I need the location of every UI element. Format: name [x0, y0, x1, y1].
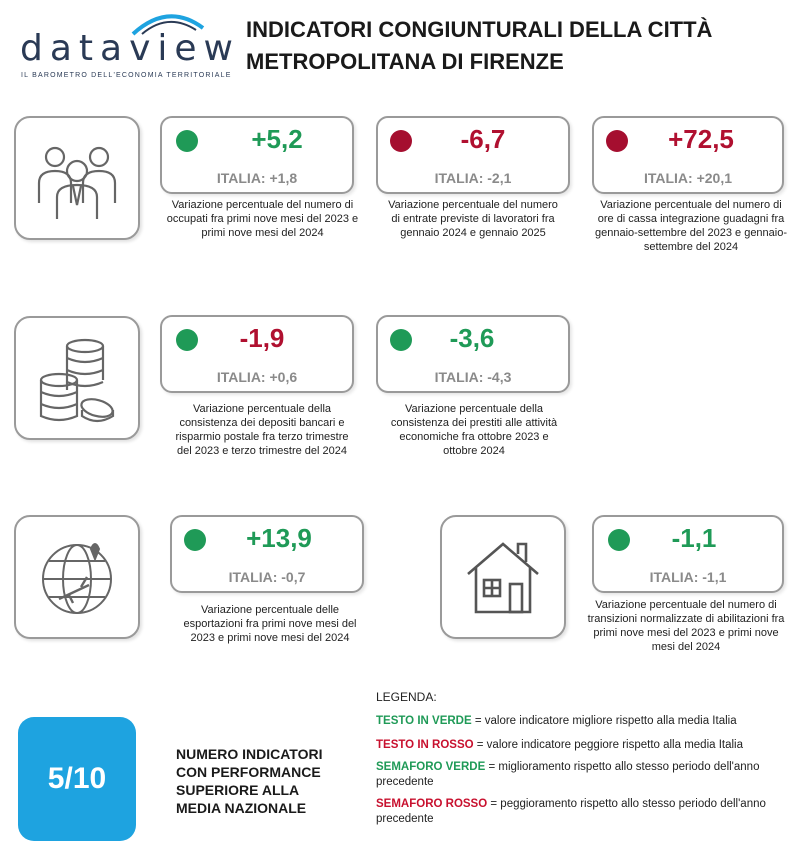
legend: [376, 690, 786, 827]
indicator-card-employment: [160, 116, 354, 194]
italia-value: ITALIA: -2,1: [434, 170, 512, 186]
indicator-description: Variazione percentuale del numero di entrate previste di lavoratori fra gennaio 2024 e gennaio 2025: [388, 199, 558, 239]
indicator-value: -6,7: [460, 124, 506, 154]
indicator-value: -1,9: [239, 323, 285, 353]
traffic-light-red-icon: [390, 130, 412, 152]
traffic-light-green-icon: [608, 529, 630, 551]
legend-key: TESTO IN VERDE: [376, 715, 472, 727]
italia-value: ITALIA: +0,6: [216, 369, 298, 385]
coins-icon: [29, 328, 125, 428]
logo: [18, 8, 240, 83]
legend-key: SEMAFORO ROSSO: [376, 798, 488, 810]
logo-name: dataview: [20, 28, 240, 69]
score-label: NUMERO INDICATORI CON PERFORMANCE SUPERIORE ALLA MEDIA NAZIONALE: [176, 746, 323, 816]
traffic-light-green-icon: [184, 529, 206, 551]
page-title-line2: METROPOLITANA DI FIRENZE: [246, 49, 564, 74]
indicator-card-exports: [170, 515, 364, 593]
indicator-value: +72,5: [668, 124, 734, 154]
legend-item: [376, 738, 786, 753]
logo-tagline: IL BAROMETRO DELL'ECONOMIA TERRITORIALE: [21, 72, 232, 79]
legend-key: TESTO IN ROSSO: [376, 739, 474, 751]
italia-value: ITALIA: -4,3: [434, 369, 512, 385]
italia-value: ITALIA: +20,1: [643, 170, 733, 186]
indicator-card-deposits: [160, 315, 354, 393]
indicator-description: Variazione percentuale della consistenza dei depositi bancari e risparmio postale fra terzo trimestre del 2023 e terzo trimestre del 2024: [175, 403, 349, 457]
indicator-description: Variazione percentuale della consistenza dei prestiti alle attività economiche fra ottobre 2023 e ottobre 2024: [390, 403, 558, 457]
indicator-card-loans: [376, 315, 570, 393]
legend-key: SEMAFORO VERDE: [376, 761, 486, 773]
indicator-description: Variazione percentuale del numero di occupati fra primi nove mesi del 2023 e primi nove mesi del 2024: [166, 199, 359, 239]
legend-text: = valore indicatore migliore rispetto alla media Italia: [471, 715, 737, 727]
legend-item: [376, 760, 786, 790]
page-title: [246, 14, 786, 78]
globe-plane-icon: [29, 529, 125, 625]
italia-value: ITALIA: -1,1: [649, 569, 727, 585]
indicator-card-housing: [592, 515, 784, 593]
indicator-value: +13,9: [246, 523, 312, 553]
employment-icon-box: [14, 116, 140, 240]
legend-title: LEGENDA:: [376, 690, 437, 704]
page-title-line1: INDICATORI CONGIUNTURALI DELLA CITTÀ: [246, 17, 713, 42]
italia-value: ITALIA: +1,8: [216, 170, 298, 186]
exports-icon-box: [14, 515, 140, 639]
indicator-value: +5,2: [251, 124, 303, 154]
legend-text: = valore indicatore peggiore rispetto alla media Italia: [473, 739, 744, 751]
housing-icon-box: [440, 515, 566, 639]
indicator-description: Variazione percentuale del numero di ore di cassa integrazione guadagni fra gennaio-settembre del 2023 e gennaio-settembre del 2024: [594, 199, 788, 253]
indicator-description: Variazione percentuale delle esportazioni fra primi nove mesi del 2023 e primi nove mesi del 2024: [183, 604, 357, 644]
traffic-light-green-icon: [176, 329, 198, 351]
savings-icon-box: [14, 316, 140, 440]
score-badge: 5/10: [18, 717, 136, 841]
traffic-light-red-icon: [606, 130, 628, 152]
legend-text: = peggioramento rispetto allo stesso periodo dell'anno precedente: [376, 798, 766, 825]
indicator-value: -3,6: [449, 323, 495, 353]
indicator-description: Variazione percentuale del numero di transizioni normalizzate di abilitazioni fra primi nove mesi del 2023 e primi nove mesi del 2024: [587, 599, 785, 653]
traffic-light-green-icon: [176, 130, 198, 152]
legend-text: = miglioramento rispetto allo stesso periodo dell'anno precedente: [376, 761, 760, 788]
indicator-card-cig: [592, 116, 784, 194]
indicator-value: -1,1: [671, 523, 717, 553]
legend-item: [376, 714, 786, 729]
legend-item: [376, 797, 786, 827]
indicator-card-hiring: [376, 116, 570, 194]
house-icon: [458, 532, 548, 622]
italia-value: ITALIA: -0,7: [228, 569, 306, 585]
people-icon: [29, 133, 125, 223]
traffic-light-green-icon: [390, 329, 412, 351]
